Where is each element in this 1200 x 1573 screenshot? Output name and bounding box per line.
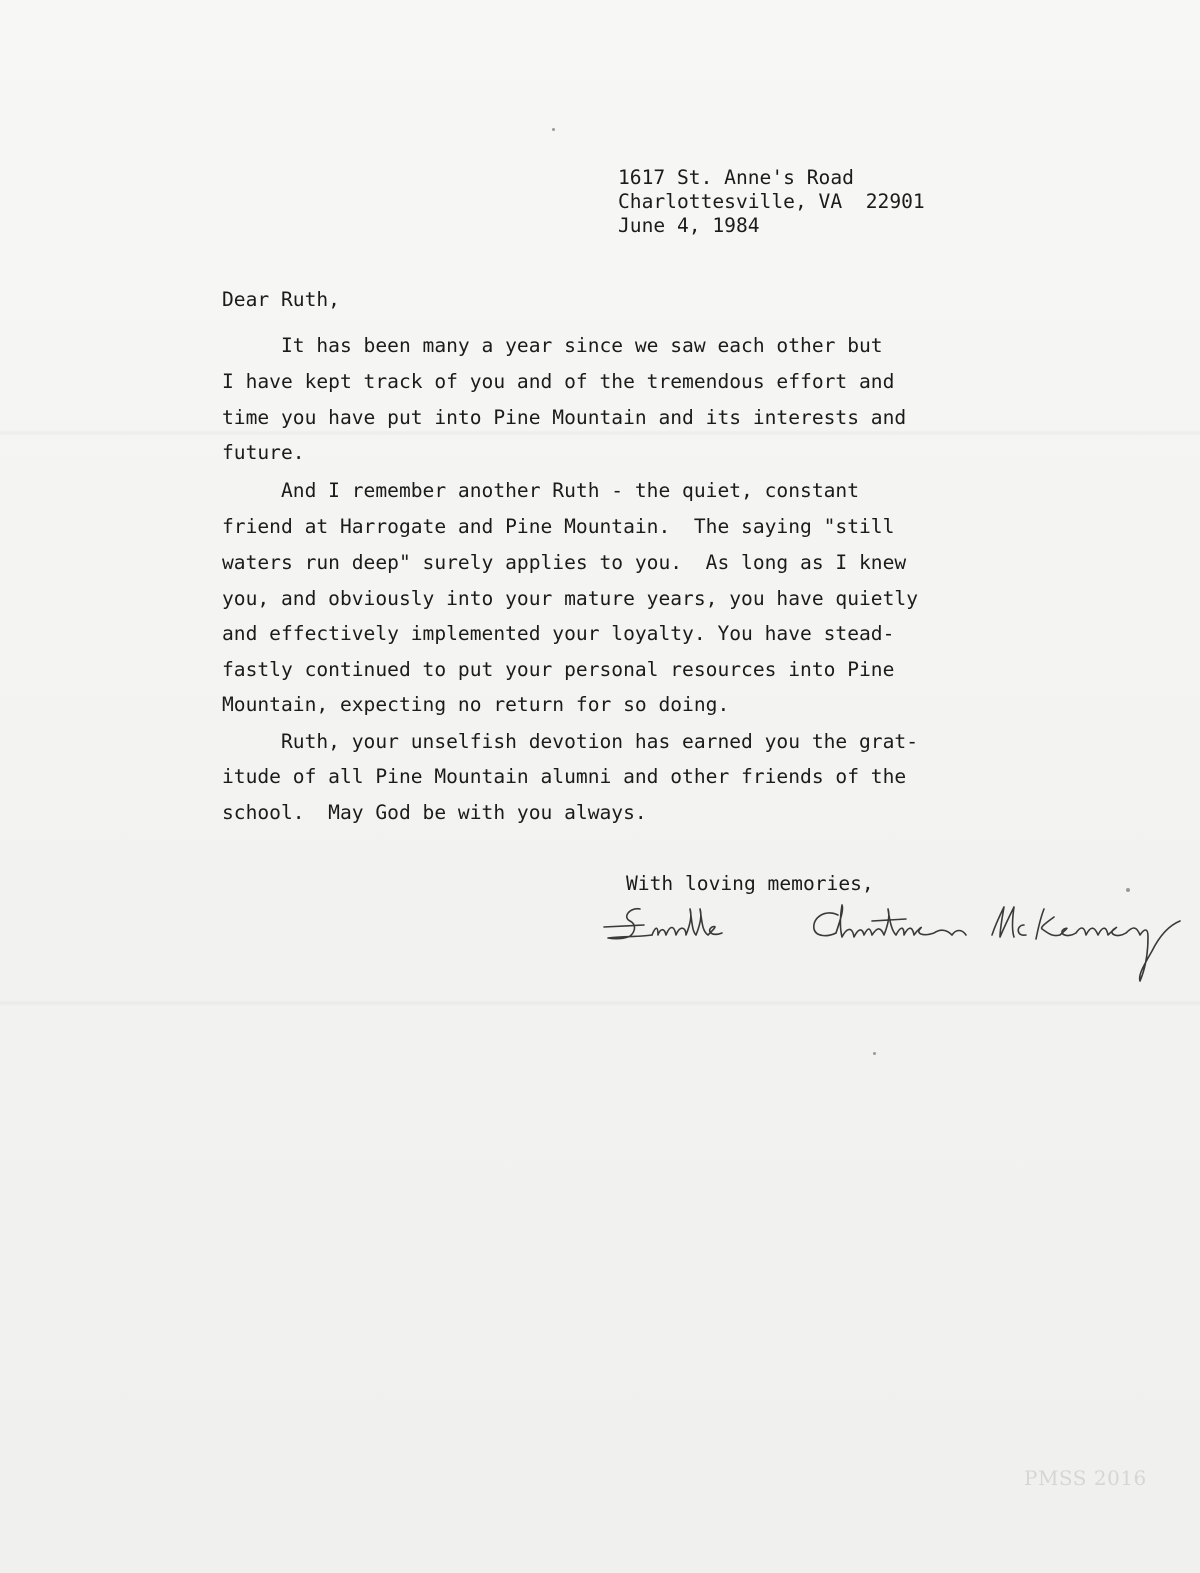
watermark: PMSS 2016 — [1024, 1466, 1147, 1490]
sender-address — [618, 166, 925, 238]
body-line: fastly continued to put your personal resources into Pine — [222, 658, 895, 681]
body-line: school. May God be with you always. — [222, 801, 647, 824]
body-line: future. — [222, 441, 305, 464]
body-line: itude of all Pine Mountain alumni and other friends of the — [222, 765, 907, 788]
body-line: waters run deep" surely applies to you. As long as I knew — [222, 551, 907, 574]
handwritten-signature — [600, 895, 1190, 990]
paper-speck — [1126, 888, 1130, 892]
paper-fold — [0, 1000, 1200, 1006]
body-line: time you have put into Pine Mountain and its interests and — [222, 406, 907, 429]
paper-speck — [552, 128, 555, 131]
address-city: Charlottesville, VA 22901 — [618, 190, 925, 213]
body-line: Mountain, expecting no return for so doing. — [222, 693, 730, 716]
body-line: I have kept track of you and of the tremendous effort and — [222, 370, 895, 393]
letter-date: June 4, 1984 — [618, 214, 760, 237]
body-line: friend at Harrogate and Pine Mountain. The saying "still — [222, 515, 895, 538]
paper-speck — [873, 1052, 876, 1055]
salutation: Dear Ruth, — [222, 288, 340, 311]
body-line: And I remember another Ruth - the quiet, constant — [222, 479, 860, 502]
body-line: and effectively implemented your loyalty. You have stead- — [222, 622, 895, 645]
paper-fold — [0, 430, 1200, 436]
address-street: 1617 St. Anne's Road — [618, 166, 854, 189]
body-line: It has been many a year since we saw each other but — [222, 334, 883, 357]
body-line: Ruth, your unselfish devotion has earned you the grat- — [222, 730, 918, 753]
body-line: you, and obviously into your mature years, you have quietly — [222, 587, 918, 610]
closing: With loving memories, — [626, 872, 874, 895]
